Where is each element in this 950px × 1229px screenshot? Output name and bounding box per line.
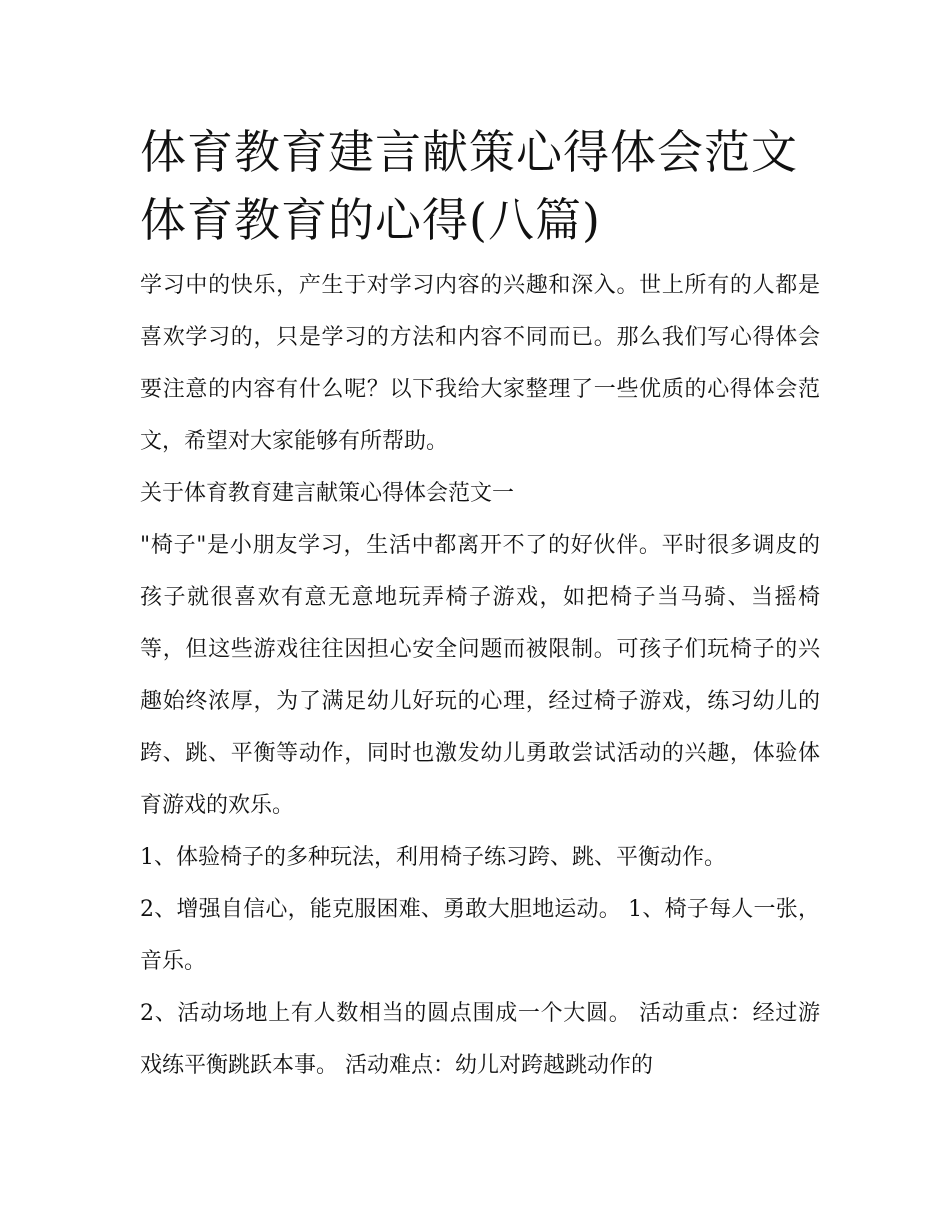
intro-paragraph: 学习中的快乐，产生于对学习内容的兴趣和深入。世上所有的人都是喜欢学习的，只是学习的方法和内容不同而已。那么我们写心得体会要注意的内容有什么呢？以下我给大家整理了一些优质的心得体会范文，希望对大家能够有所帮助。 [140, 273, 820, 454]
document-title: 体育教育建言献策心得体会范文 体育教育的心得(八篇) [140, 125, 798, 247]
document-page [140, 118, 820, 1092]
list-item: 1、体验椅子的多种玩法，利用椅子练习跨、跳、平衡动作。 [140, 845, 726, 870]
list-item: 2、增强自信心，能克服困难、勇敢大胆地运动。 1、椅子每人一张，音乐。 [140, 897, 820, 974]
section-heading: 关于体育教育建言献策心得体会范文一 [140, 481, 515, 506]
list-item: 2、活动场地上有人数相当的圆点围成一个大圆。 活动重点：经过游戏练平衡跳跃本事。 活动难点：幼儿对跨越跳动作的 [140, 1001, 820, 1078]
body-paragraph: "椅子"是小朋友学习，生活中都离开不了的好伙伴。平时很多调皮的孩子就很喜欢有意无意地玩弄椅子游戏，如把椅子当马骑、当摇椅等，但这些游戏往往因担心安全问题而被限制。可孩子们玩椅子的兴趣始终浓厚，为了满足幼儿好玩的心理，经过椅子游戏，练习幼儿的跨、跳、平衡等动作，同时也激发幼儿勇敢尝试活动的兴趣，体验体育游戏的欢乐。 [140, 533, 820, 818]
